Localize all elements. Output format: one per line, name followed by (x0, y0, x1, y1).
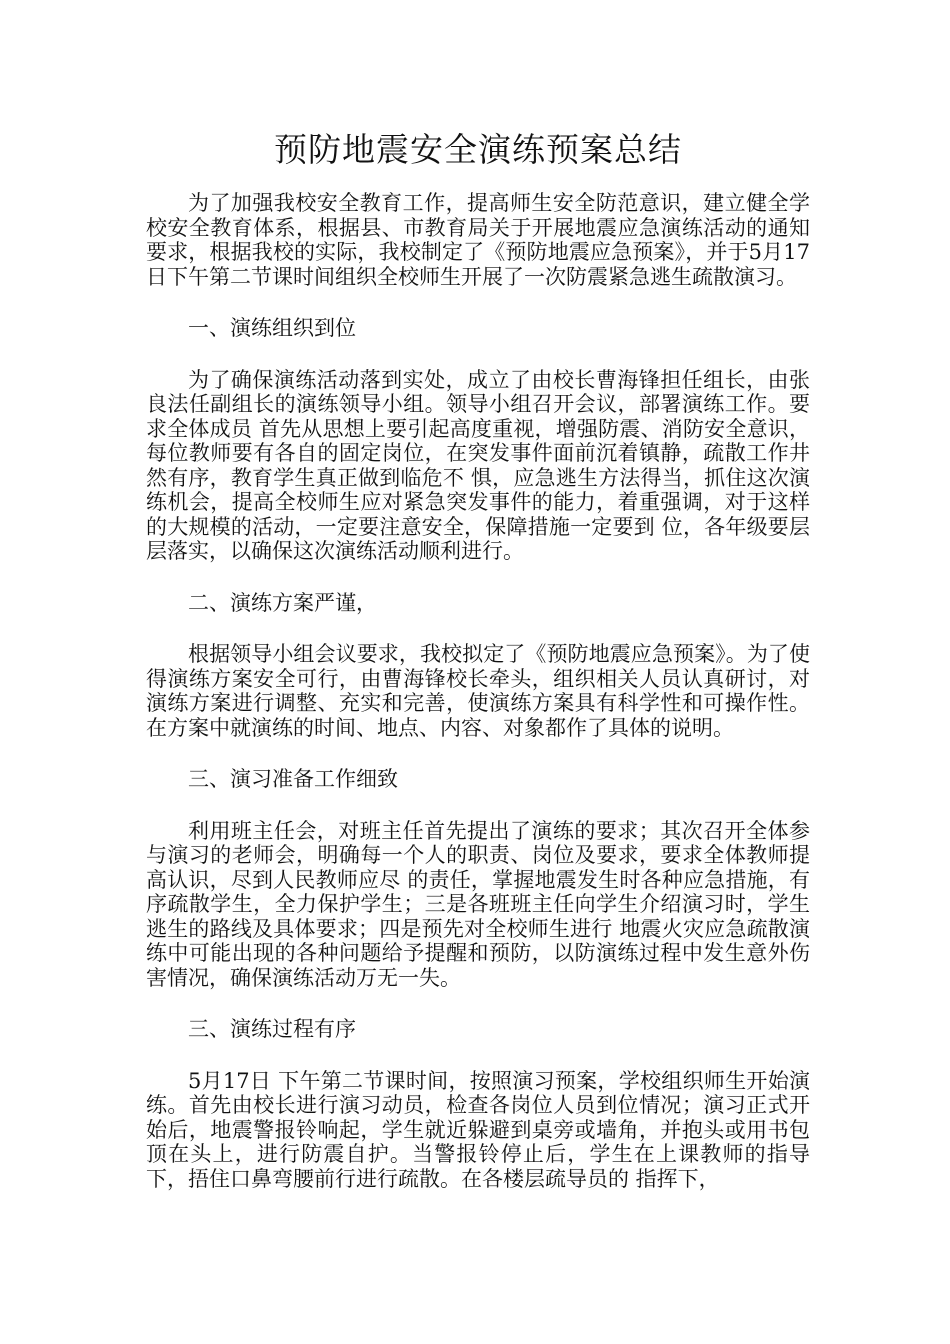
section-1-heading: 一、演练组织到位 (188, 316, 356, 340)
document-title: 预防地震安全演练预案总结 (274, 130, 682, 169)
section-1-body: 为了确保演练活动落到实处，成立了由校长曹海锋担任组长，由张良法任副组长的演练领导小组。领导小组召开会议，部署演练工作。要求全体成员 首先从思想上要引起高度重视，增强防震、消防安全意识，每位教师要有各自的固定岗位，在突发事件面前沉着镇静，疏散工作井然有序，教育学生真正做到临危不 惧，应急逃生方法得当，抓住这次演练机会，提高全校师生应对紧急突发事件的能力，着重强调，对于这样的大规模的活动，一定要注意安全，保障措施一定要到 位，各年级要层层落实，以确保这次演练活动顺利进行。 (146, 367, 810, 563)
intro-paragraph: 为了加强我校安全教育工作，提高师生安全防范意识，建立健全学校安全教育体系，根据县、市教育局关于开展地震应急演练活动的通知要求，根据我校的实际，我校制定了《预防地震应急预案》，并于5月17日下午第二节课时间组织全校师生开展了一次防震紧急逃生疏散演习。 (146, 191, 810, 289)
section-4-body: 5月17日 下午第二节课时间，按照演习预案，学校组织师生开始演练。首先由校长进行演习动员，检查各岗位人员到位情况；演习正式开始后，地震警报铃响起，学生就近躲避到桌旁或墙角，并抱头或用书包顶在头上，进行防震自护。当警报铃停止后，学生在上课教师的指导下，捂住口鼻弯腰前行进行疏散。在各楼层疏导员的 指挥下， (146, 1068, 810, 1191)
section-2-heading: 二、演练方案严谨， (188, 590, 377, 615)
section-2-body: 根据领导小组会议要求，我校拟定了《预防地震应急预案》。为了使得演练方案安全可行，由曹海锋校长牵头，组织相关人员认真研讨，对演练方案进行调整、充实和完善，使演练方案具有科学性和可操作性。在方案中就演练的时间、地点、内容、对象都作了具体的说明。 (146, 642, 810, 740)
section-4-heading: 三、演练过程有序 (188, 1017, 356, 1041)
section-3-heading: 三、演习准备工作细致 (188, 767, 398, 791)
section-3-body: 利用班主任会，对班主任首先提出了演练的要求；其次召开全体参与演习的老师会，明确每一个人的职责、岗位及要求，要求全体教师提高认识，尽到人民教师应尽 的责任，掌握地震发生时各种应急措施，有序疏散学生，全力保护学生；三是各班班主任向学生介绍演习时，学生逃生的路线及具体要求；四是预先对全校师生进行 地震火灾应急疏散演练中可能出现的各种问题给予提醒和预防，以防演练过程中发生意外伤害情况，确保演练活动万无一失。 (146, 818, 810, 990)
